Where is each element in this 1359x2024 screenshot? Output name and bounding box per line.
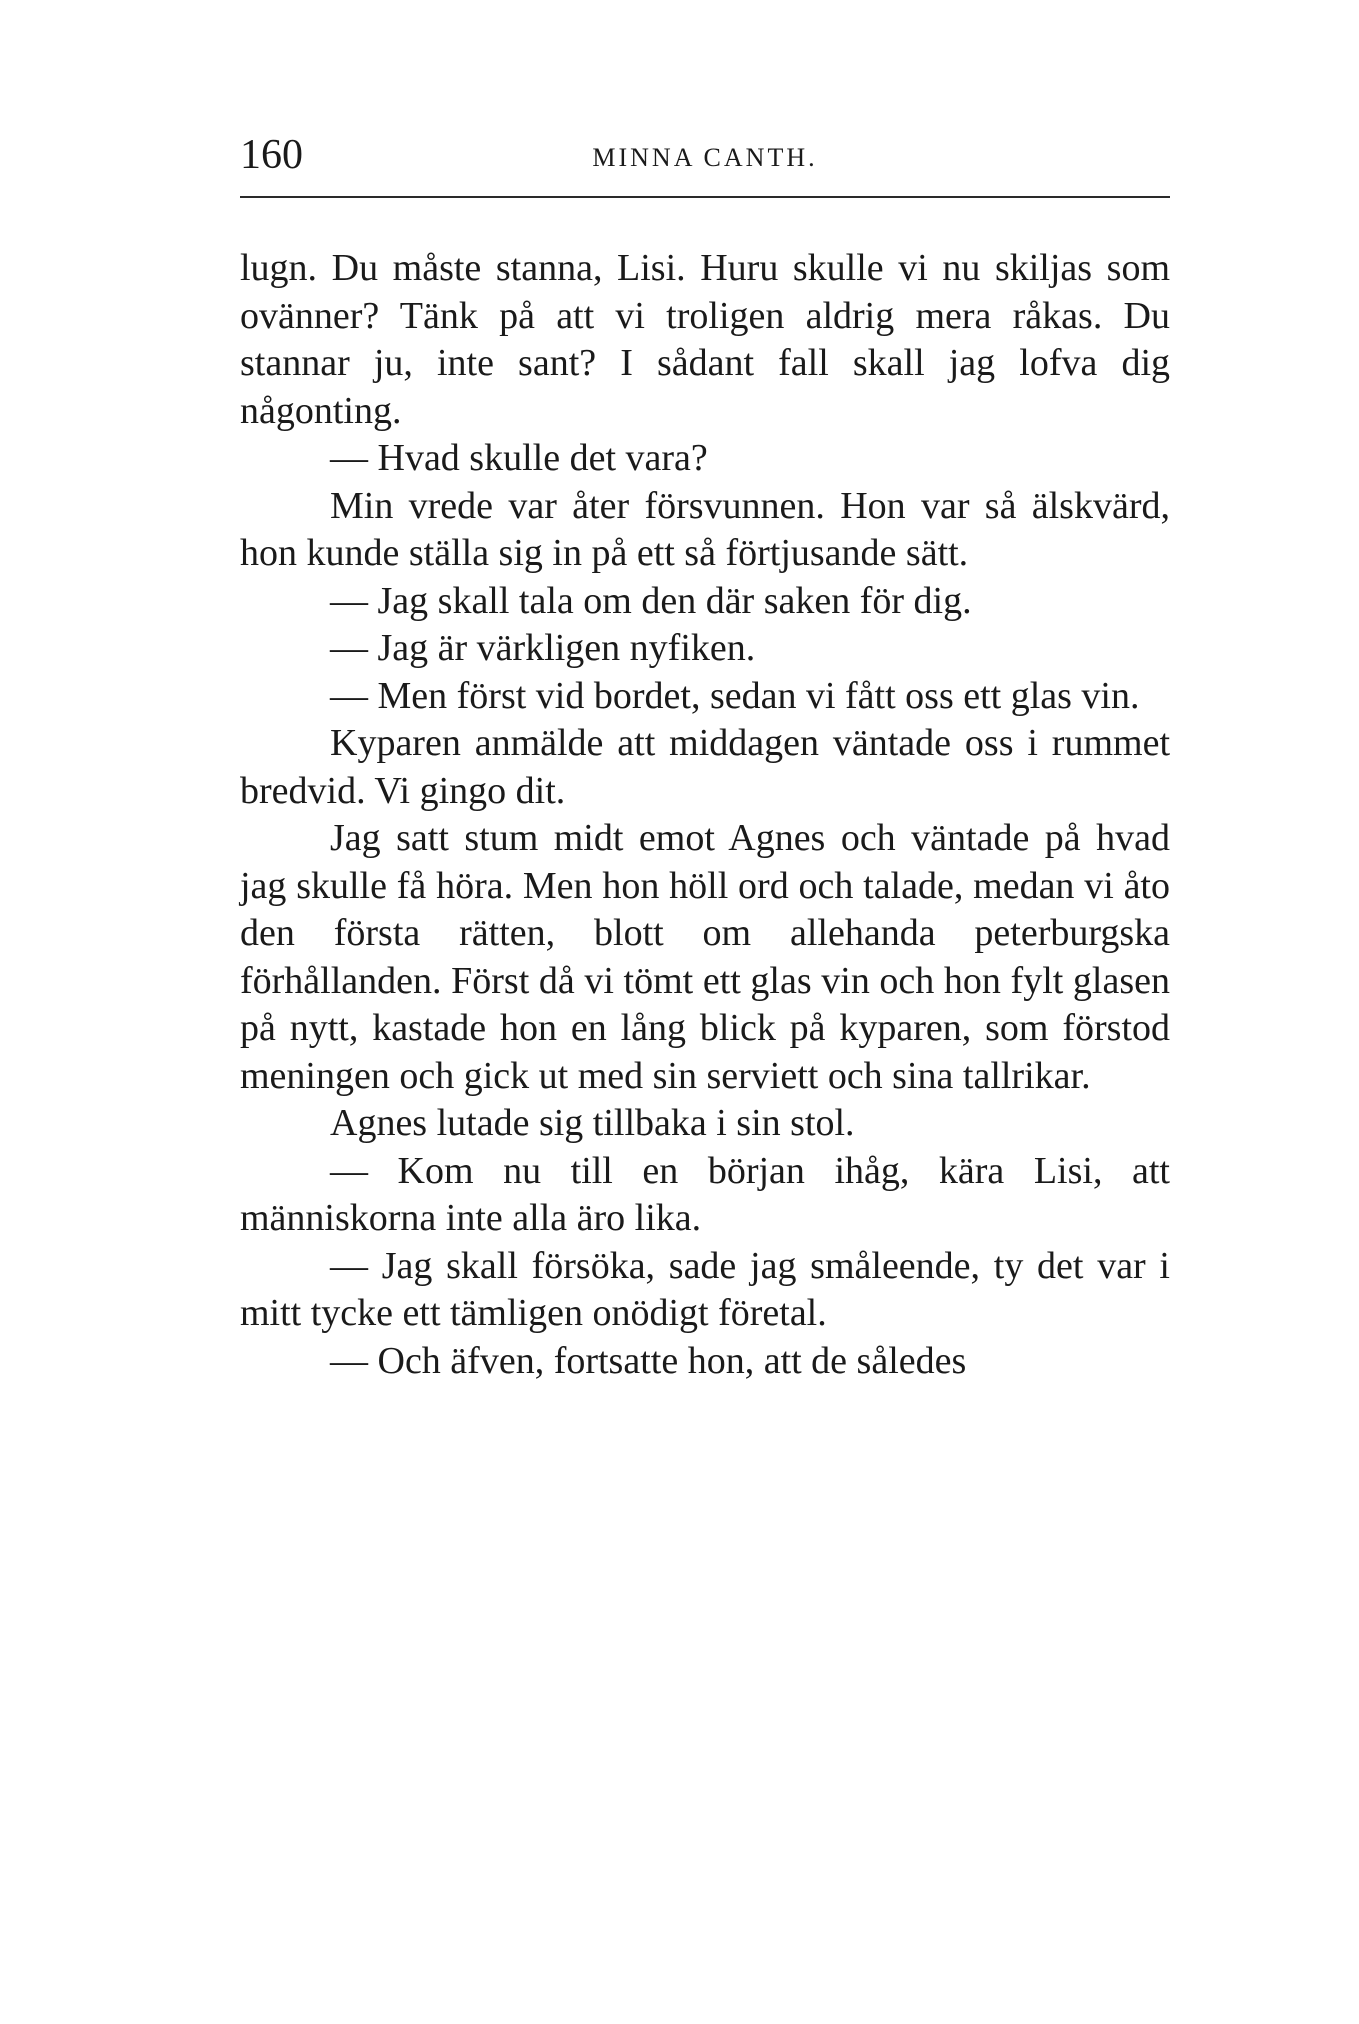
paragraph: Min vrede var åter försvunnen. Hon var så älskvärd, hon kunde ställa sig in på ett så förtjusande sätt. [240, 484, 1170, 574]
header-rule [240, 196, 1170, 198]
page-number: 160 [240, 132, 303, 178]
paragraph: lugn. Du måste stanna, Lisi. Huru skulle vi nu skiljas som ovänner? Tänk på att vi troligen aldrig mera råkas. Du stannar ju, inte sant? I sådant fall skall jag lofva dig någonting. [240, 247, 1170, 432]
paragraph: — Men först vid bordet, sedan vi fått oss ett glas vin. [330, 674, 1140, 717]
paragraph: — Jag skall tala om den där saken för dig. [330, 579, 972, 622]
paragraph: — Och äfven, fortsatte hon, att de således [330, 1339, 967, 1382]
paragraph: — Jag skall försöka, sade jag småleende, ty det var i mitt tycke ett tämligen onödigt företal. [240, 1244, 1170, 1334]
paragraph: Kyparen anmälde att middagen väntade oss i rummet bredvid. Vi gingo dit. [240, 722, 1170, 812]
paragraph: Agnes lutade sig tillbaka i sin stol. [330, 1102, 855, 1144]
paragraph: — Kom nu till en början ihåg, kära Lisi, att människorna inte alla äro lika. [240, 1149, 1170, 1239]
page-header [240, 130, 1170, 190]
paragraph: Jag satt stum midt emot Agnes och väntade på hvad jag skulle få höra. Men hon höll ord och talade, medan vi åto den första rätten, blott om allehanda peterburgska förhållanden. Först då vi tömt ett glas vin och hon fylt glasen på nytt, kastade hon en lång blick på kyparen, som förstod meningen och gick ut med sin serviett och sina tallrikar. [240, 817, 1170, 1097]
paragraph: — Jag är värkligen nyfiken. [330, 627, 756, 669]
running-head: MINNA CANTH. [592, 143, 818, 172]
paragraph: — Hvad skulle det vara? [330, 437, 708, 479]
body-text [240, 245, 1170, 1385]
